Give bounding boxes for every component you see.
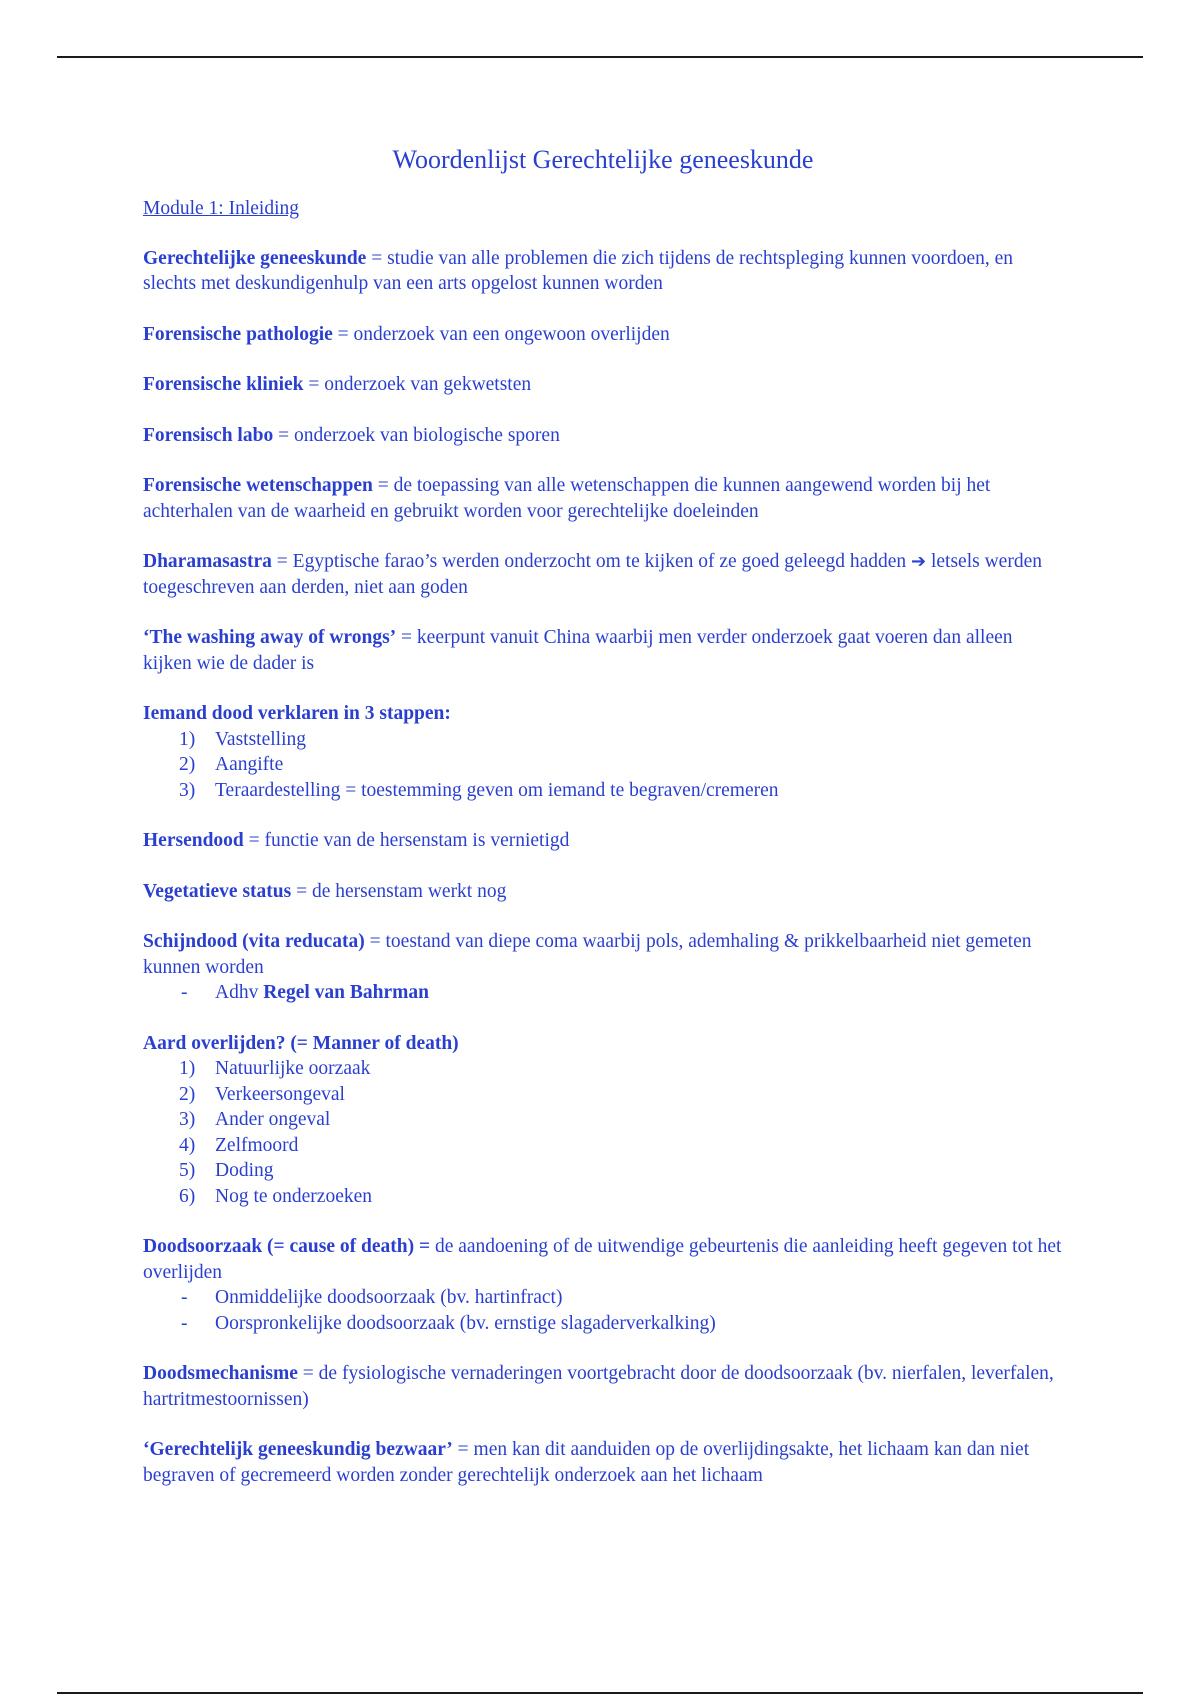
numbered-list	[143, 1056, 1063, 1209]
document-page	[143, 140, 1063, 1513]
right-arrow-icon: ➔	[911, 551, 927, 572]
list-item-text: Adhv	[215, 982, 264, 1003]
list-item-text: Verkeersongeval	[215, 1083, 345, 1105]
list-number: 3)	[179, 779, 196, 801]
glossary-definition: = men kan dit aanduiden op de overlijdingsakte, het lichaam kan dan niet begraven of gecremeerd worden zonder gerechtelijk onderzoek aan het lichaam	[143, 1439, 1030, 1486]
glossary-definition: = de toepassing van alle wetenschappen die kunnen aangewend worden bij het achterhalen van de waarheid en gebruikt worden voor gerechtelijke doeleinden	[143, 475, 991, 522]
glossary-entry	[143, 1361, 1063, 1412]
glossary-entry	[143, 929, 1063, 1006]
bullet-list	[143, 980, 1063, 1006]
glossary-term: Schijndood (vita reducata)	[143, 931, 365, 952]
list-item	[143, 1285, 1063, 1311]
list-item-text: Doding	[215, 1160, 274, 1181]
list-number: 5)	[179, 1160, 196, 1181]
glossary-entry	[143, 625, 1063, 676]
list-item-text: Aangifte	[215, 754, 284, 775]
list-item	[143, 1311, 1063, 1337]
glossary-term: Gerechtelijke geneeskunde	[143, 247, 367, 269]
glossary-term: Vegetatieve status	[143, 880, 292, 902]
list-number: 3)	[179, 1109, 196, 1130]
glossary-entry	[143, 473, 1063, 524]
dash-bullet: -	[181, 1312, 188, 1334]
glossary-definition: = onderzoek van gekwetsten	[303, 374, 532, 395]
list-item	[143, 980, 1063, 1006]
glossary-entry	[143, 549, 1063, 600]
module-heading: Module 1: Inleiding	[143, 198, 299, 219]
list-item-text: Ander ongeval	[215, 1109, 331, 1130]
glossary-entry	[143, 372, 1063, 398]
list-item-text: Teraardestelling = toestemming geven om iemand te begraven/cremeren	[215, 779, 779, 801]
list-item-text: Onmiddelijke doodsoorzaak (bv. hartinfract)	[215, 1287, 563, 1308]
list-item-text: Nog te onderzoeken	[215, 1185, 373, 1207]
header-rule	[57, 56, 1143, 58]
glossary-definition: = onderzoek van een ongewoon overlijden	[332, 323, 670, 345]
glossary-term: ‘The washing away of wrongs’	[143, 627, 397, 648]
list-item-text: Vaststelling	[215, 728, 306, 750]
glossary-term: Forensische pathologie	[143, 323, 333, 345]
footer-rule	[57, 1692, 1143, 1694]
list-item	[143, 1056, 1063, 1082]
dash-bullet: -	[181, 1287, 188, 1308]
dash-bullet: -	[181, 982, 188, 1003]
list-item	[143, 752, 1063, 778]
glossary-term: Doodsoorzaak (= cause of death) =	[143, 1236, 431, 1257]
list-item	[143, 1107, 1063, 1133]
glossary-definition: = de fysiologische vernaderingen voortgebracht door de doodsoorzaak (bv. nierfalen, leverfalen, hartritmestoornissen)	[143, 1363, 1054, 1410]
bullet-list	[143, 1285, 1063, 1336]
list-item	[143, 1082, 1063, 1108]
glossary-entry	[143, 1437, 1063, 1488]
page-title: Woordenlijst Gerechtelijke geneeskunde	[392, 145, 814, 174]
glossary-definition: = functie van de hersenstam is vernietigd	[243, 830, 570, 851]
list-number: 2)	[179, 754, 196, 775]
glossary-definition: = studie van alle problemen die zich tijdens de rechtspleging kunnen voordoen, en slechts met deskundigenhulp van een arts opgelost kunnen worden	[143, 247, 1014, 294]
glossary-term: Forensische kliniek	[143, 374, 304, 395]
list-number: 2)	[179, 1083, 196, 1105]
glossary-term: Dharamasastra	[143, 551, 272, 572]
list-item-bold-text: Regel van Bahrman	[263, 982, 429, 1003]
list-item	[143, 1133, 1063, 1159]
glossary-definition: = onderzoek van biologische sporen	[273, 424, 560, 446]
glossary-definition: de aandoening of de uitwendige gebeurtenis die aanleiding heeft gegeven tot het overlijden	[143, 1236, 1062, 1283]
list-number: 4)	[179, 1134, 196, 1156]
list-item-text: Zelfmoord	[215, 1134, 299, 1156]
list-number: 6)	[179, 1185, 196, 1207]
glossary-entry	[143, 879, 1063, 905]
list-number: 1)	[179, 728, 196, 750]
glossary-term: Forensisch labo	[143, 424, 274, 446]
glossary-entry	[143, 828, 1063, 854]
glossary-term: Iemand dood verklaren in 3 stappen:	[143, 703, 451, 724]
list-item-text: Natuurlijke oorzaak	[215, 1058, 371, 1079]
glossary-definition-continued: letsels werden toegeschreven aan derden, niet aan goden	[143, 551, 1042, 598]
glossary-entry	[143, 423, 1063, 449]
glossary-term: ‘Gerechtelijk geneeskundig bezwaar’	[143, 1439, 453, 1460]
glossary-term: Aard overlijden? (= Manner of death)	[143, 1032, 459, 1054]
glossary-term: Doodsmechanisme	[143, 1363, 298, 1384]
glossary-entry	[143, 246, 1063, 297]
list-item	[143, 778, 1063, 804]
list-item	[143, 1158, 1063, 1184]
numbered-list	[143, 727, 1063, 804]
list-number: 1)	[179, 1058, 196, 1079]
list-item	[143, 727, 1063, 753]
glossary-definition: = toestand van diepe coma waarbij pols, ademhaling & prikkelbaarheid niet gemeten kunnen worden	[143, 931, 1032, 978]
glossary-definition: = de hersenstam werkt nog	[291, 880, 507, 902]
glossary-entry	[143, 1031, 1063, 1210]
glossary-entry	[143, 701, 1063, 803]
glossary-definition: = keerpunt vanuit China waarbij men verder onderzoek gaat voeren dan alleen kijken wie de dader is	[143, 627, 1013, 674]
glossary-definition: = Egyptische farao’s werden onderzocht om te kijken of ze goed geleegd hadden	[271, 551, 911, 572]
glossary-term: Hersendood	[143, 830, 244, 851]
glossary-entry	[143, 322, 1063, 348]
list-item	[143, 1184, 1063, 1210]
glossary-term: Forensische wetenschappen	[143, 475, 373, 496]
glossary-entry	[143, 1234, 1063, 1336]
list-item-text: Oorspronkelijke doodsoorzaak (bv. ernstige slagaderverkalking)	[215, 1312, 716, 1334]
